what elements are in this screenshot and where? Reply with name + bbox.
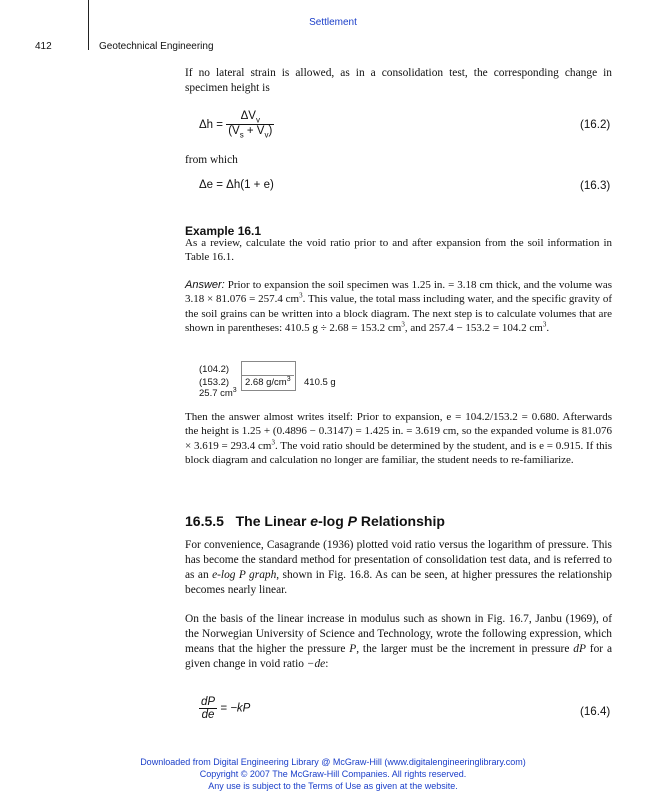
footer-copyright: Copyright © 2007 The McGraw-Hill Companies. All rights reserved.	[199, 769, 467, 779]
block-solid-volume: (153.2)	[199, 377, 230, 388]
section-heading: 16.5.5 The Linear e-log P Relationship	[185, 513, 445, 529]
eq-16-2-fraction	[226, 110, 274, 140]
eq-16-4-rhs: = −kP	[220, 702, 251, 715]
running-title: Settlement	[309, 17, 357, 28]
paragraph-janbu: On the basis of the linear increase in modulus such as shown in Fig. 16.7, Janbu (1969), of the Norwegian University of Science and Technology, wrote the following expression, which means that the higher the pressure P, the larger must be the increment in pressure dP for a given change in void ratio −de:	[185, 613, 612, 670]
answer-label: Answer:	[185, 279, 225, 291]
equation-16-2	[199, 110, 274, 140]
example-question: As a review, calculate the void ratio prior to and after expansion from the soil information in Table 16.1.	[185, 237, 612, 263]
block-void-volume: (104.2)	[199, 364, 230, 375]
equation-label-16-4: (16.4)	[580, 705, 611, 718]
intro-paragraph: If no lateral strain is allowed, as in a consolidation test, the corresponding change in specimen height is	[185, 67, 612, 94]
block-mass: 410.5 g	[304, 377, 336, 388]
paragraph-casagrande: For convenience, Casagrande (1936) plotted void ratio versus the logarithm of pressure. This has become the standard method for presentation of consolidation test data, and is referred to as an e-log P graph, shown in Fig. 16.8. As can be seen, at higher pressures the relationship becomes nearly linear.	[185, 539, 612, 596]
equation-16-3: Δe = Δh(1 + e)	[199, 179, 274, 191]
example-conclusion: Then the answer almost writes itself: Prior to expansion, e = 104.2/153.2 = 0.680. Afterwards the height is 1.25 + (0.4896 − 0.3147) = 1.425 in. = 3.619 cm, so the expanded volume is 81.076 × 3.619 = 293.4 $cm^3$. The void ratio should be determined by the student, and is e = 0.915. If this block diagram and calculation no longer are familiar, the student needs to re-familiarize.	[185, 411, 612, 466]
eq-16-4-fraction	[199, 696, 217, 721]
page-number: 412	[35, 41, 52, 52]
block-specific-gravity: 2.68 $g/cm^3$	[245, 375, 291, 388]
eq-16-2-denominator: $(V_s + V_v)$	[228, 125, 273, 140]
eq-16-4-denominator: de	[199, 708, 217, 721]
eq-16-2-lhs: Δh =	[199, 118, 223, 131]
eq-16-2-numerator: $\Delta V_v$	[240, 110, 260, 125]
example-title: Example 16.1	[185, 224, 262, 238]
equation-label-16-2: (16.2)	[580, 118, 611, 131]
example-answer: Answer: Prior to expansion the soil specimen was 1.25 in. = 3.18 cm thick, and the volume was 3.18 × 81.076 = 257.4 $cm^3$. This value, the total mass including water, and the specific gravity of the soil grains can be written into a block diagram. The next step is to calculate volumes that are shown in parentheses: 410.5 g ÷ 2.68 = 153.2 $cm^3$, and 257.4 − 153.2 = 104.2 $cm^3$.	[185, 279, 612, 334]
from-which-text: from which	[185, 154, 238, 166]
footer-terms-link[interactable]: Any use is subject to the Terms of Use as given at the website.	[208, 781, 458, 791]
header-rule	[88, 0, 89, 50]
equation-label-16-3: (16.3)	[580, 179, 611, 192]
equation-16-4	[199, 696, 250, 721]
block-water-volume: 25.7 $cm^3$	[199, 386, 237, 399]
book-title: Geotechnical Engineering	[99, 41, 214, 52]
footer-download-link[interactable]: Downloaded from Digital Engineering Library @ McGraw-Hill (www.digitalengineeringlibrary.com)	[140, 757, 526, 767]
eq-16-4-numerator: dP	[201, 696, 216, 708]
